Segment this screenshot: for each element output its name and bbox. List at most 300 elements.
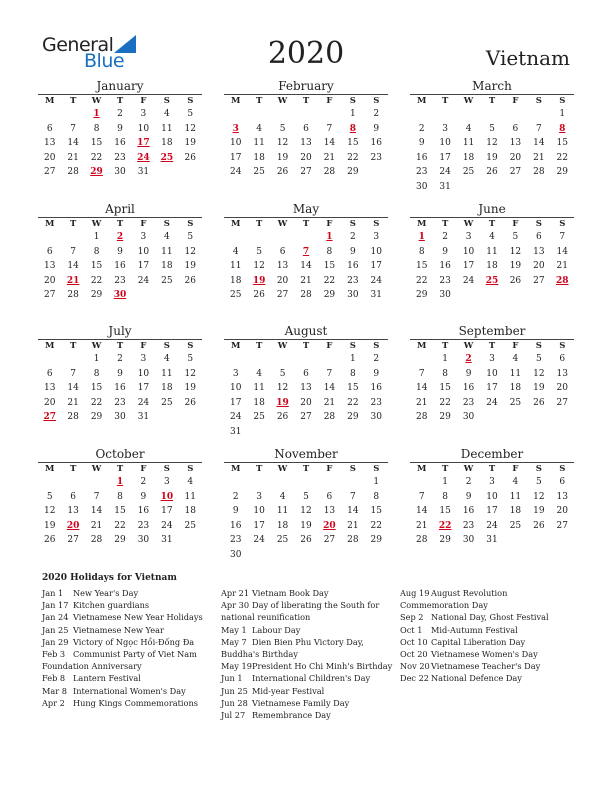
day-cell: 11 xyxy=(486,246,498,257)
month-january xyxy=(38,79,202,180)
holiday-entry xyxy=(400,624,580,636)
day-cell: 26 xyxy=(276,412,289,423)
holiday-day-cell: 20 xyxy=(66,520,80,531)
day-cell: 28 xyxy=(323,412,336,423)
holiday-date: Apr 30 xyxy=(221,600,250,611)
holiday-date: Sep 2 xyxy=(400,612,424,623)
month-name: November xyxy=(274,447,338,461)
day-cell: 30 xyxy=(114,167,126,178)
day-cell: 17 xyxy=(229,152,242,163)
holiday-day-cell: 8 xyxy=(559,123,566,134)
holiday-entry xyxy=(400,648,580,660)
weekday-header: S xyxy=(373,219,380,229)
weekday-header: T xyxy=(69,464,77,474)
weekday-header: S xyxy=(559,219,566,229)
day-cell: 26 xyxy=(509,275,522,286)
holiday-date: Jan 17 xyxy=(42,600,69,611)
weekday-header: T xyxy=(69,219,77,229)
day-cell: 22 xyxy=(323,275,336,286)
empty-cell xyxy=(38,475,61,490)
day-cell: 7 xyxy=(418,491,425,502)
day-cell: 9 xyxy=(232,506,239,517)
day-cell: 10 xyxy=(253,506,265,517)
weekday-header: S xyxy=(373,464,380,474)
day-cell: 22 xyxy=(90,152,103,163)
day-cell: 18 xyxy=(462,152,475,163)
holiday-entry xyxy=(400,636,580,648)
holiday-day-cell: 3 xyxy=(232,123,239,134)
month-name: May xyxy=(292,202,320,216)
empty-cell xyxy=(294,475,317,490)
day-cell: 13 xyxy=(43,383,56,394)
day-cell: 3 xyxy=(256,491,262,502)
month-day-grid xyxy=(410,463,574,548)
weekday-header: M xyxy=(417,219,427,229)
day-cell: 21 xyxy=(533,152,545,163)
day-cell: 14 xyxy=(67,138,79,149)
day-cell: 21 xyxy=(415,397,428,408)
day-cell: 31 xyxy=(229,426,242,437)
holiday-entry xyxy=(221,624,401,636)
holiday-day-cell: 22 xyxy=(438,520,452,531)
day-cell: 10 xyxy=(229,138,242,149)
weekday-header: T xyxy=(302,96,310,106)
day-cell: 13 xyxy=(556,368,568,379)
holiday-entry xyxy=(221,587,401,599)
day-cell: 14 xyxy=(556,246,568,257)
day-cell: 28 xyxy=(67,412,79,423)
empty-cell xyxy=(457,107,480,122)
day-cell: 4 xyxy=(256,123,262,134)
day-cell: 9 xyxy=(418,138,425,149)
day-cell: 12 xyxy=(253,261,265,272)
day-cell: 11 xyxy=(462,138,475,149)
empty-cell xyxy=(224,107,247,122)
day-cell: 2 xyxy=(232,491,239,502)
month-day-grid xyxy=(410,218,574,303)
holiday-name: Communist Party of Viet Nam xyxy=(73,649,197,660)
day-cell: 11 xyxy=(253,138,265,149)
day-cell: 7 xyxy=(70,123,76,134)
holiday-name: International Children's Day xyxy=(252,673,371,684)
day-cell: 13 xyxy=(300,383,312,394)
holiday-date: May 19 xyxy=(221,661,252,672)
weekday-header: M xyxy=(231,96,241,106)
month-day-grid xyxy=(410,95,574,195)
day-cell: 26 xyxy=(533,520,545,531)
holiday-entry xyxy=(221,636,401,648)
day-cell: 24 xyxy=(370,275,382,286)
holiday-list-column-2 xyxy=(221,587,401,721)
holiday-entry xyxy=(42,648,222,660)
weekday-header: M xyxy=(231,464,241,474)
day-cell: 5 xyxy=(187,354,194,364)
day-cell: 6 xyxy=(46,123,53,134)
day-cell: 25 xyxy=(229,290,242,301)
day-cell: 26 xyxy=(253,290,265,301)
day-cell: 4 xyxy=(163,109,170,119)
day-cell: 7 xyxy=(349,491,356,502)
holiday-date: Feb 8 xyxy=(42,673,66,684)
empty-cell xyxy=(85,475,108,490)
weekday-header: T xyxy=(116,219,124,229)
day-cell: 6 xyxy=(46,246,53,257)
month-day-grid xyxy=(38,95,202,180)
day-cell: 13 xyxy=(533,246,545,257)
day-cell: 15 xyxy=(90,138,103,149)
day-cell: 23 xyxy=(462,520,475,531)
day-cell: 3 xyxy=(140,232,147,242)
day-cell: 30 xyxy=(462,535,475,546)
day-cell: 27 xyxy=(43,167,56,178)
day-cell: 17 xyxy=(439,152,451,163)
day-cell: 8 xyxy=(117,491,123,502)
holiday-name: Vietnamese New Year Holidays xyxy=(73,612,203,623)
holiday-entry xyxy=(221,672,401,684)
day-cell: 28 xyxy=(67,167,79,178)
holiday-name: Vietnamese Women's Day xyxy=(431,649,538,660)
holiday-entry xyxy=(42,599,222,611)
day-cell: 31 xyxy=(137,412,150,423)
month-day-grid xyxy=(224,340,388,440)
day-cell: 17 xyxy=(229,397,242,408)
day-cell: 1 xyxy=(373,477,380,487)
day-cell: 14 xyxy=(67,261,79,272)
day-cell: 13 xyxy=(509,138,522,149)
weekday-header: S xyxy=(163,464,170,474)
day-cell: 18 xyxy=(184,506,196,517)
weekday-header: T xyxy=(488,219,496,229)
weekday-header: S xyxy=(559,341,566,351)
month-day-grid xyxy=(38,463,202,548)
day-cell: 28 xyxy=(67,290,79,301)
day-cell: 27 xyxy=(556,520,568,531)
day-cell: 13 xyxy=(43,261,56,272)
day-cell: 25 xyxy=(462,167,475,178)
day-cell: 4 xyxy=(279,491,286,502)
weekday-header: S xyxy=(373,341,380,351)
day-cell: 2 xyxy=(418,123,425,134)
weekday-header: W xyxy=(91,341,102,351)
day-cell: 26 xyxy=(300,535,312,546)
day-cell: 21 xyxy=(323,152,336,163)
day-cell: 31 xyxy=(370,290,382,301)
month-name: April xyxy=(105,202,135,216)
day-cell: 21 xyxy=(67,397,79,408)
day-cell: 18 xyxy=(509,383,522,394)
day-cell: 9 xyxy=(140,491,147,502)
day-cell: 1 xyxy=(442,477,448,487)
holiday-name: Remembrance Day xyxy=(252,710,331,721)
holiday-day-cell: 19 xyxy=(252,275,266,286)
holiday-entry xyxy=(42,624,222,636)
day-cell: 4 xyxy=(256,368,262,379)
holiday-name: Hung Kings Commemorations xyxy=(73,697,198,708)
weekday-header: T xyxy=(302,219,310,229)
day-cell: 19 xyxy=(533,506,545,517)
empty-cell xyxy=(61,230,84,245)
day-cell: 13 xyxy=(323,506,336,517)
day-cell: 22 xyxy=(370,520,382,531)
day-cell: 30 xyxy=(229,549,242,560)
weekday-header: F xyxy=(326,96,333,106)
weekday-header: T xyxy=(302,341,310,351)
holiday-entry xyxy=(42,611,222,623)
day-cell: 15 xyxy=(439,383,451,394)
holiday-date: Oct 20 xyxy=(400,649,428,660)
holiday-day-cell: 21 xyxy=(66,275,80,286)
day-cell: 18 xyxy=(161,138,173,149)
holiday-date: Oct 1 xyxy=(400,624,423,635)
day-cell: 14 xyxy=(67,383,79,394)
day-cell: 1 xyxy=(559,109,566,119)
day-cell: 19 xyxy=(184,383,196,394)
holiday-name: August Revolution xyxy=(431,588,508,598)
weekday-header: M xyxy=(231,219,241,229)
day-cell: 11 xyxy=(161,368,173,379)
holiday-entry xyxy=(221,709,401,721)
holiday-entry xyxy=(400,587,580,599)
day-cell: 24 xyxy=(229,167,242,178)
day-cell: 23 xyxy=(114,275,126,286)
holiday-date: Jun 1 xyxy=(221,673,243,684)
holiday-day-cell: 20 xyxy=(323,520,336,531)
empty-cell xyxy=(224,352,247,367)
holiday-name: National Defence Day xyxy=(431,673,522,684)
day-cell: 20 xyxy=(533,261,545,272)
day-cell: 13 xyxy=(556,491,568,502)
day-cell: 6 xyxy=(535,232,542,242)
day-cell: 19 xyxy=(184,261,196,272)
weekday-header: M xyxy=(417,341,427,351)
day-cell: 31 xyxy=(161,535,173,546)
holiday-date: Oct 10 xyxy=(400,636,428,647)
day-cell: 18 xyxy=(486,261,498,272)
weekday-header: T xyxy=(441,96,449,106)
weekday-header: W xyxy=(277,219,288,229)
weekday-header: F xyxy=(140,464,147,474)
weekday-header: F xyxy=(140,96,147,106)
holiday-entry xyxy=(400,672,580,684)
day-cell: 18 xyxy=(253,152,265,163)
holiday-day-cell: 25 xyxy=(160,152,174,163)
day-cell: 8 xyxy=(442,368,448,379)
day-cell: 12 xyxy=(43,506,56,517)
day-cell: 9 xyxy=(465,491,472,502)
day-cell: 4 xyxy=(187,477,194,487)
day-cell: 23 xyxy=(114,397,126,408)
holiday-entry xyxy=(42,587,222,599)
weekday-header: T xyxy=(69,341,77,351)
day-cell: 13 xyxy=(67,506,79,517)
day-cell: 28 xyxy=(415,535,428,546)
empty-cell xyxy=(294,107,317,122)
empty-cell xyxy=(410,352,433,367)
empty-cell xyxy=(247,107,270,122)
weekday-header: M xyxy=(45,341,55,351)
day-cell: 15 xyxy=(347,383,359,394)
holiday-day-cell: 30 xyxy=(113,290,127,301)
day-cell: 17 xyxy=(370,261,382,272)
day-cell: 9 xyxy=(442,246,448,257)
holiday-date: Jun 25 xyxy=(221,685,248,696)
month-name: January xyxy=(96,79,144,93)
weekday-header: T xyxy=(116,464,124,474)
weekday-header: S xyxy=(163,96,170,106)
day-cell: 24 xyxy=(439,167,451,178)
day-cell: 26 xyxy=(184,275,196,286)
day-cell: 20 xyxy=(300,397,312,408)
day-cell: 16 xyxy=(347,261,359,272)
weekday-header: W xyxy=(463,219,474,229)
holiday-name: Victory of Ngọc Hồi-Đống Đa xyxy=(73,636,195,647)
day-cell: 10 xyxy=(486,491,498,502)
day-cell: 14 xyxy=(415,383,428,394)
empty-cell xyxy=(294,230,317,245)
day-cell: 4 xyxy=(465,123,472,134)
day-cell: 12 xyxy=(184,123,196,134)
day-cell: 15 xyxy=(370,506,382,517)
holiday-name: International Women's Day xyxy=(73,685,186,696)
day-cell: 15 xyxy=(347,138,359,149)
day-cell: 11 xyxy=(276,506,289,517)
day-cell: 28 xyxy=(533,167,545,178)
weekday-header: S xyxy=(187,341,194,351)
day-cell: 2 xyxy=(349,232,356,242)
weekday-header: M xyxy=(417,96,427,106)
day-cell: 14 xyxy=(347,506,359,517)
weekday-header: T xyxy=(302,464,310,474)
empty-cell xyxy=(61,352,84,367)
day-cell: 14 xyxy=(415,506,428,517)
day-cell: 10 xyxy=(462,246,475,257)
day-cell: 5 xyxy=(187,232,194,242)
holiday-day-cell: 10 xyxy=(160,491,174,502)
day-cell: 3 xyxy=(489,354,495,364)
holiday-date: Mar 8 xyxy=(42,685,67,696)
day-cell: 9 xyxy=(373,123,380,134)
day-cell: 4 xyxy=(512,477,519,487)
day-cell: 10 xyxy=(137,246,150,257)
day-cell: 24 xyxy=(486,397,498,408)
holiday-name: Capital Liberation Day xyxy=(431,636,526,647)
day-cell: 22 xyxy=(347,397,359,408)
day-cell: 23 xyxy=(370,152,382,163)
day-cell: 10 xyxy=(229,383,242,394)
day-cell: 21 xyxy=(415,520,428,531)
weekday-header: W xyxy=(463,96,474,106)
day-cell: 22 xyxy=(114,520,126,531)
holiday-entry xyxy=(42,636,222,648)
day-cell: 27 xyxy=(323,535,336,546)
day-cell: 7 xyxy=(70,246,76,257)
empty-cell xyxy=(247,475,270,490)
day-cell: 27 xyxy=(300,167,312,178)
day-cell: 11 xyxy=(161,123,173,134)
day-cell: 25 xyxy=(509,397,522,408)
day-cell: 8 xyxy=(349,368,356,379)
day-cell: 17 xyxy=(462,261,475,272)
day-cell: 8 xyxy=(442,491,448,502)
weekday-header: T xyxy=(255,464,263,474)
weekday-header: S xyxy=(373,96,380,106)
day-cell: 7 xyxy=(326,123,333,134)
day-cell: 11 xyxy=(184,491,196,502)
month-day-grid xyxy=(410,340,574,425)
weekday-header: S xyxy=(187,464,194,474)
day-cell: 24 xyxy=(462,275,475,286)
day-cell: 28 xyxy=(300,290,312,301)
day-cell: 29 xyxy=(347,412,359,423)
day-cell: 31 xyxy=(439,181,451,192)
holiday-name: Mid-Autumn Festival xyxy=(431,624,518,635)
day-cell: 14 xyxy=(90,506,103,517)
day-cell: 29 xyxy=(370,535,382,546)
day-cell: 10 xyxy=(137,123,150,134)
holiday-day-cell: 17 xyxy=(137,138,150,149)
day-cell: 30 xyxy=(415,181,428,192)
day-cell: 29 xyxy=(439,412,451,423)
month-march xyxy=(410,79,574,195)
weekday-header: M xyxy=(231,341,241,351)
holiday-day-cell: 1 xyxy=(116,477,124,487)
day-cell: 2 xyxy=(117,109,123,119)
day-cell: 27 xyxy=(509,167,522,178)
month-february xyxy=(224,79,388,180)
empty-cell xyxy=(433,107,456,122)
day-cell: 6 xyxy=(46,368,53,379)
day-cell: 2 xyxy=(140,477,147,487)
day-cell: 29 xyxy=(556,167,568,178)
day-cell: 21 xyxy=(67,152,79,163)
day-cell: 9 xyxy=(373,368,380,379)
holiday-entry xyxy=(400,611,580,623)
month-name: February xyxy=(278,79,334,93)
day-cell: 25 xyxy=(161,275,173,286)
day-cell: 21 xyxy=(90,520,103,531)
day-cell: 26 xyxy=(184,152,196,163)
weekday-header: M xyxy=(45,464,55,474)
day-cell: 16 xyxy=(415,152,428,163)
day-cell: 8 xyxy=(373,491,380,502)
holiday-entry xyxy=(221,697,401,709)
day-cell: 16 xyxy=(114,138,126,149)
day-cell: 16 xyxy=(114,383,126,394)
day-cell: 9 xyxy=(117,246,123,257)
day-cell: 28 xyxy=(347,535,359,546)
day-cell: 8 xyxy=(93,123,100,134)
empty-cell xyxy=(38,352,61,367)
holiday-day-cell: 27 xyxy=(43,412,56,423)
day-cell: 26 xyxy=(184,397,196,408)
day-cell: 23 xyxy=(114,152,126,163)
empty-cell xyxy=(341,475,364,490)
day-cell: 22 xyxy=(90,397,103,408)
holiday-name: Mid-year Festival xyxy=(252,685,325,696)
month-november xyxy=(224,447,388,563)
day-cell: 7 xyxy=(93,491,100,502)
holidays-title: 2020 Holidays for Vietnam xyxy=(42,573,177,583)
day-cell: 11 xyxy=(253,383,265,394)
holiday-date: Aug 19 xyxy=(400,588,430,598)
day-cell: 7 xyxy=(418,368,425,379)
day-cell: 9 xyxy=(117,123,123,134)
day-cell: 12 xyxy=(486,138,498,149)
empty-cell xyxy=(224,475,247,490)
day-cell: 19 xyxy=(509,261,522,272)
holiday-date: Apr 21 xyxy=(221,588,250,598)
weekday-header: T xyxy=(255,219,263,229)
